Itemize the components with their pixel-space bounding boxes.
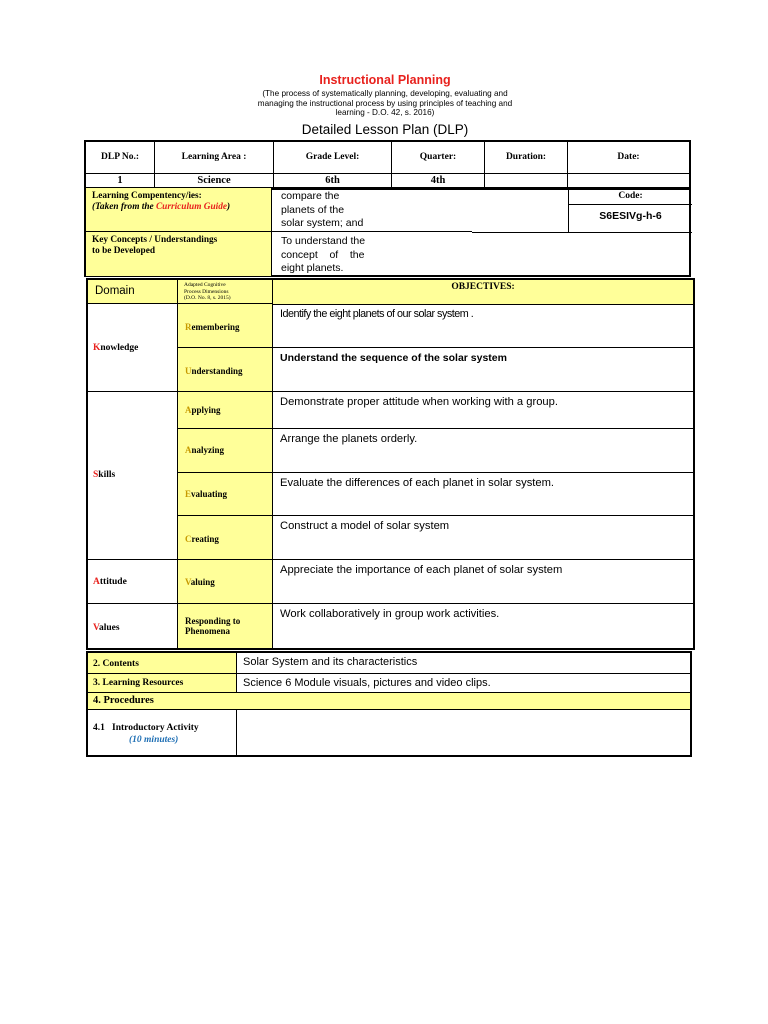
level-initial: A xyxy=(185,445,192,455)
curriculum-guide: Curriculum Guide xyxy=(155,202,228,212)
competency-gap xyxy=(472,188,568,233)
level-understanding xyxy=(178,348,273,392)
level-valuing xyxy=(178,560,273,604)
subtitle-line-2: managing the instructional process by using principles of teaching and xyxy=(257,99,513,108)
level-initial: R xyxy=(185,322,192,332)
level-initial: U xyxy=(185,366,192,376)
objective-valuing: Appreciate the importance of each planet of solar system xyxy=(273,560,693,604)
intro-label: Introductory Activity xyxy=(112,723,199,733)
value-learning-area: Science xyxy=(155,173,274,189)
attitude-rest: ttitude xyxy=(99,577,127,587)
level-evaluating xyxy=(178,473,273,516)
level-rest: emembering xyxy=(191,322,240,332)
objectives-header: OBJECTIVES: xyxy=(273,280,693,305)
level-creating xyxy=(178,516,273,560)
level-responding xyxy=(178,604,273,648)
level-initial: V xyxy=(185,577,191,587)
objective-responding: Work collaboratively in group work activities. xyxy=(280,608,500,620)
contents-value: Solar System and its characteristics xyxy=(237,653,690,674)
skills-initial: S xyxy=(93,470,99,480)
objective-creating: Construct a model of solar system xyxy=(273,516,693,560)
dims-line-3: (D.O. No. 8, s. 2015) xyxy=(184,295,231,301)
learning-resources-label: 3. Learning Resources xyxy=(88,674,237,693)
objective-evaluating: Evaluate the differences of each planet in solar system. xyxy=(273,473,693,516)
level-remembering xyxy=(178,304,273,348)
contents-label: 2. Contents xyxy=(88,653,237,674)
skills-rest: kills xyxy=(98,470,116,480)
competency-text-line-3: solar system; and xyxy=(281,217,364,229)
knowledge-rest: nowledge xyxy=(100,343,139,353)
level-rest: nderstanding xyxy=(191,366,243,376)
intro-number: 4.1 xyxy=(93,723,105,733)
procedures-block xyxy=(86,651,692,757)
level-analyzing xyxy=(178,429,273,473)
header-dlp-no: DLP No.: xyxy=(85,141,155,173)
competency-text-line-1: compare the xyxy=(281,190,340,202)
header-date: Date: xyxy=(568,141,691,173)
code-label: Code: xyxy=(568,188,692,205)
level-rest: aluing xyxy=(190,577,215,587)
competency-text xyxy=(272,188,472,232)
domain-attitude xyxy=(88,560,178,604)
level-initial: E xyxy=(185,489,192,499)
key-concepts-text-3: eight planets. xyxy=(281,262,344,274)
values-rest: alues xyxy=(99,623,120,633)
procedures-label: 4. Procedures xyxy=(88,693,690,710)
introductory-activity-content xyxy=(237,710,690,755)
key-concepts-text-2: concept of the xyxy=(281,248,365,261)
objective-remembering: Identify the eight planets of our solar system . xyxy=(273,304,693,348)
level-initial: A xyxy=(185,405,192,415)
info-table xyxy=(84,140,691,190)
objective-applying: Demonstrate proper attitude when working with a group. xyxy=(273,392,693,429)
subtitle-line-1: (The process of systematically planning, developing, evaluating and xyxy=(262,89,508,98)
code-value: S6ESIVg-h-6 xyxy=(568,204,692,233)
value-dlp-no: 1 xyxy=(85,173,155,189)
competency-label xyxy=(86,188,272,232)
domain-values xyxy=(88,604,178,648)
level-line-1: Responding to xyxy=(185,616,241,626)
objective-analyzing: Arrange the planets orderly. xyxy=(273,429,693,473)
key-concepts-label-2: to be Developed xyxy=(92,246,156,256)
intro-time: (10 minutes) xyxy=(129,735,179,745)
domain-skills xyxy=(88,392,178,560)
cognitive-dimensions-header xyxy=(178,280,273,304)
level-rest: nalyzing xyxy=(191,445,225,455)
value-quarter: 4th xyxy=(392,173,485,189)
learning-resources-value: Science 6 Module visuals, pictures and video clips. xyxy=(237,674,690,693)
attitude-initial: A xyxy=(93,577,100,587)
level-rest: valuating xyxy=(191,489,228,499)
dims-line-2: Process Dimensions xyxy=(184,288,229,295)
header-duration: Duration: xyxy=(485,141,568,173)
dims-line-1: Adapted Cognitive xyxy=(184,282,226,288)
objective-understanding: Understand the sequence of the solar system xyxy=(273,348,693,392)
values-initial: V xyxy=(93,623,99,633)
level-initial: C xyxy=(185,534,192,544)
dlp-title: Detailed Lesson Plan (DLP) xyxy=(301,122,469,137)
key-concepts-text-1: To understand the xyxy=(281,235,366,247)
competency-taken: (Taken from the xyxy=(92,202,156,212)
domain-header: Domain xyxy=(88,280,178,304)
key-concepts-label xyxy=(86,232,272,276)
introductory-activity-label xyxy=(88,710,237,755)
level-rest: pplying xyxy=(191,405,221,415)
competency-label-line: Learning Compentency/ies: xyxy=(92,191,202,201)
level-applying xyxy=(178,392,273,429)
competency-block xyxy=(84,187,691,277)
knowledge-initial: K xyxy=(93,343,101,353)
competency-text-line-2: planets of the xyxy=(281,203,345,216)
header-learning-area: Learning Area : xyxy=(155,141,274,173)
objectives-table xyxy=(86,278,695,650)
key-concepts-label-1: Key Concepts / Understandings xyxy=(92,235,218,245)
key-concepts-text xyxy=(272,232,472,276)
header-grade-level: Grade Level: xyxy=(274,141,392,173)
level-line-2: Phenomena xyxy=(185,626,230,636)
page-title: Instructional Planning xyxy=(319,73,451,87)
level-rest: reating xyxy=(191,534,219,544)
header-quarter: Quarter: xyxy=(392,141,485,173)
value-grade-level: 6th xyxy=(274,173,392,189)
domain-knowledge xyxy=(88,304,178,392)
competency-close: ) xyxy=(227,202,231,212)
subtitle-line-3: learning - D.O. 42, s. 2016) xyxy=(335,108,435,117)
